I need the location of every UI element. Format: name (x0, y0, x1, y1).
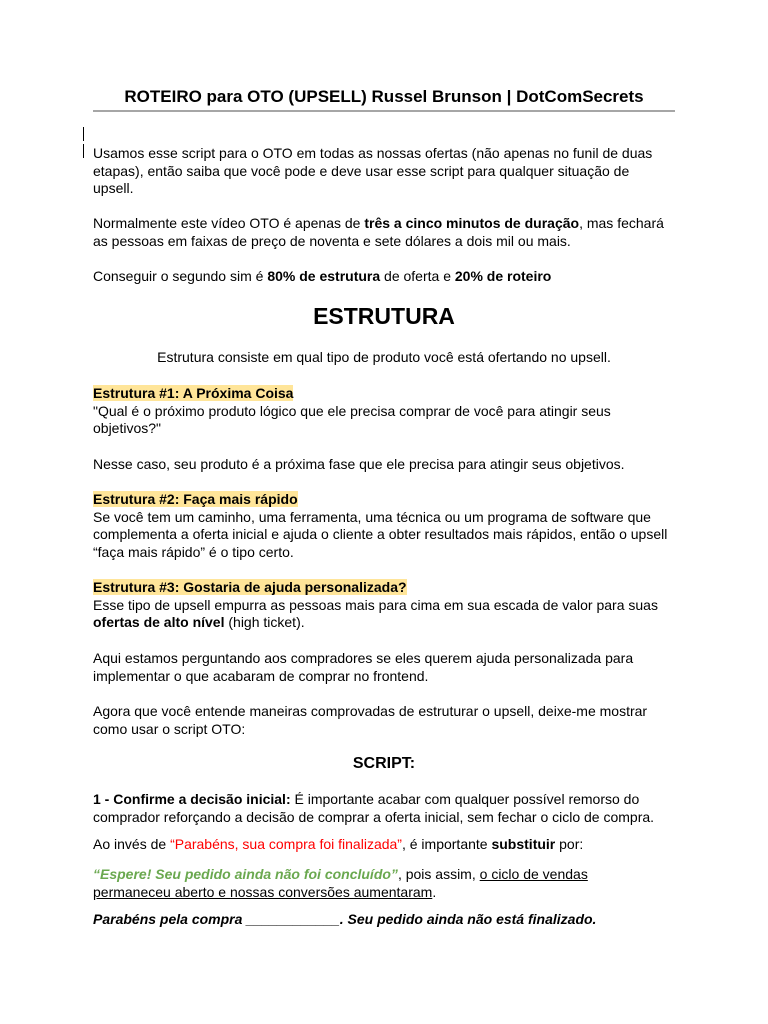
duration-text: as pessoas em faixas de preço de noventa e sete dólares a dois mil ou mais. (93, 232, 571, 249)
espere-underlined: permaneceu aberto e nossas conversões aumentaram (93, 883, 433, 900)
instead-quote: “Parabéns, sua compra foi finalizada” (170, 836, 402, 852)
instead-text: , é importante (401, 836, 492, 852)
instead-bold: substituir (491, 836, 556, 852)
document-title: ROTEIRO para OTO (UPSELL) Russel Brunson | DotComSecrets (124, 87, 644, 106)
transition-paragraph (93, 703, 683, 738)
estrutura-2-text: Se você tem um caminho, uma ferramenta, uma técnica ou um programa de software que (93, 508, 651, 525)
estrutura-2-heading: Estrutura #2: Faça mais rápido (93, 491, 298, 507)
espere-quote: “Espere! Seu pedido ainda não foi concluído” (93, 866, 398, 882)
estrutura-3-bold: ofertas de alto nível (93, 614, 225, 630)
espere-text: , pois assim, (397, 866, 480, 882)
ratio-text: Conseguir o segundo sim é (93, 268, 268, 284)
estrutura-3-text: Aqui estamos perguntando aos compradores se eles querem ajuda personalizada para (93, 650, 634, 666)
ratio-bold: 20% de roteiro (454, 268, 552, 284)
duration-bold: três a cinco minutos de duração (364, 215, 580, 231)
instead-text: Ao invés de (93, 836, 171, 852)
estrutura-2-section (93, 491, 683, 561)
step-1-paragraph (93, 791, 683, 826)
final-script-line: Parabéns pela compra ____________. Seu pedido ainda não está finalizado. (93, 911, 597, 927)
estrutura-3-text: implementar o que acabaram de comprar no frontend. (93, 667, 429, 684)
espere-underlined: o ciclo de vendas (479, 866, 588, 882)
estrutura-1-text: objetivos?" (93, 420, 162, 436)
estrutura-3-heading: Estrutura #3: Gostaria de ajuda personalizada? (93, 579, 407, 595)
transition-text: Agora que você entende maneiras comprovadas de estruturar o upsell, deixe-me mostrar (93, 703, 648, 719)
text-cursor (83, 144, 84, 158)
ratio-text: de oferta e (380, 268, 455, 284)
duration-text: Normalmente este vídeo OTO é apenas de (93, 215, 365, 231)
script-heading: SCRIPT: (352, 755, 416, 772)
espere-text: . (432, 883, 437, 900)
duration-text: , mas fechará (579, 215, 664, 231)
estrutura-2-text: complementa a oferta inicial e ajuda o cliente a obter resultados mais rápidos, então o upsell (93, 526, 668, 542)
ratio-paragraph (93, 268, 683, 286)
transition-text: como usar o script OTO: (93, 720, 246, 737)
step-1-text: É importante acabar com qualquer possível remorso do (290, 791, 640, 807)
estrutura-1-text: "Qual é o próximo produto lógico que ele precisa comprar de você para atingir seus (93, 402, 611, 419)
intro-paragraph (93, 145, 683, 198)
estrutura-3-paragraph (93, 650, 683, 685)
estrutura-3-text: (high ticket). (224, 614, 305, 630)
estrutura-1-section (93, 385, 683, 438)
text-cursor (83, 127, 84, 141)
estrutura-subtitle: Estrutura consiste em qual tipo de produto você está ofertando no upsell. (157, 349, 611, 365)
estrutura-3-section (93, 579, 683, 632)
estrutura-3-text: Esse tipo de upsell empurra as pessoas mais para cima em sua escada de valor para suas (93, 596, 658, 613)
step-1-text: comprador reforçando a decisão de comprar a oferta inicial, sem fechar o ciclo de compra. (93, 808, 655, 825)
intro-line: upsell. (93, 180, 134, 196)
title-underline (93, 110, 675, 112)
instead-paragraph (93, 836, 683, 854)
espere-paragraph (93, 866, 683, 901)
step-1-label: 1 - Confirme a decisão inicial: (93, 791, 291, 807)
duration-paragraph (93, 215, 683, 250)
estrutura-1-note: Nesse caso, seu produto é a próxima fase que ele precisa para atingir seus objetivos. (93, 456, 625, 472)
intro-line: etapas), então saiba que você pode e deve usar esse script para qualquer situação de (93, 162, 630, 179)
instead-text: por: (555, 836, 584, 852)
intro-line: Usamos esse script para o OTO em todas as nossas ofertas (não apenas no funil de duas (93, 145, 653, 161)
estrutura-2-text: “faça mais rápido” é o tipo certo. (93, 543, 294, 560)
ratio-bold: 80% de estrutura (267, 268, 381, 284)
estrutura-heading: ESTRUTURA (313, 303, 455, 329)
estrutura-1-heading: Estrutura #1: A Próxima Coisa (93, 385, 294, 401)
